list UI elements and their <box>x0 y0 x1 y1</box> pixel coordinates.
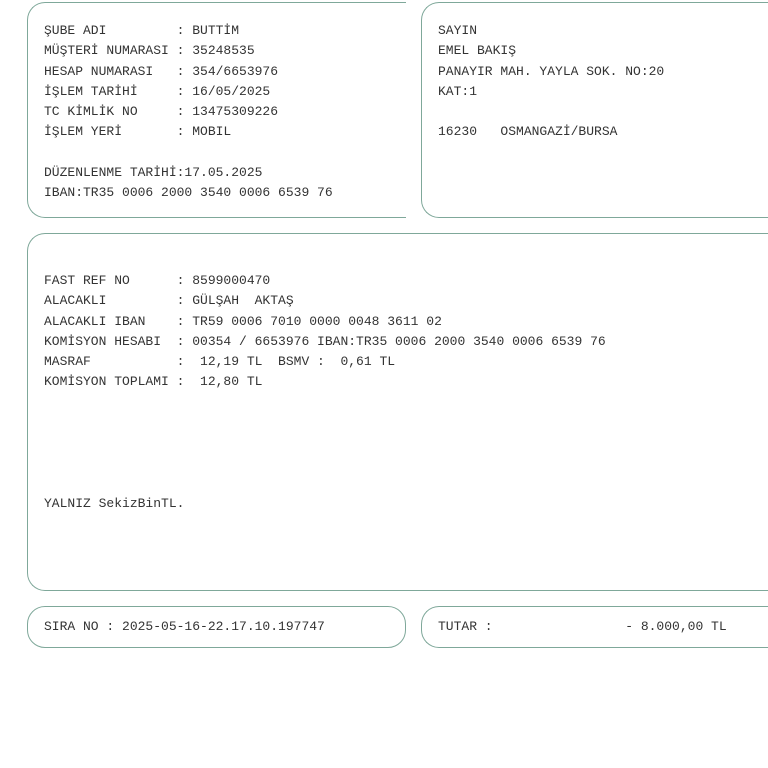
masraf-line: MASRAF : 12,19 TL BSMV : 0,61 TL <box>44 354 396 370</box>
blank-line <box>44 143 333 163</box>
alacakli-iban-line: ALACAKLI IBAN : TR59 0006 7010 0000 0048 3611 02 <box>44 313 442 329</box>
amount-in-words: YALNIZ SekizBinTL. <box>44 496 185 511</box>
account-info-panel <box>27 2 406 218</box>
street-address-line: PANAYIR MAH. YAYLA SOK. NO:20 <box>438 63 665 79</box>
duzenlenme-tarihi-line: DÜZENLENME TARİHİ:17.05.2025 <box>44 165 263 181</box>
recipient-name-line: EMEL BAKIŞ <box>438 43 517 59</box>
tc-kimlik-no-line: TC KİMLİK NO : 13475309226 <box>44 104 279 120</box>
postal-city-line: 16230 OSMANGAZİ/BURSA <box>438 124 618 140</box>
transfer-details-panel <box>27 233 768 591</box>
komisyon-hesabi-line: KOMİSYON HESABI : 00354 / 6653976 IBAN:TR35 0006 2000 3540 0006 6539 76 <box>44 333 606 349</box>
tutar-line: TUTAR : - 8.000,00 TL <box>438 619 727 634</box>
tutar-panel <box>421 606 768 648</box>
salutation-line: SAYIN <box>438 23 478 38</box>
islem-yeri-line: İŞLEM YERİ : MOBIL <box>44 124 232 140</box>
recipient-address-panel <box>421 2 768 218</box>
sira-no-panel <box>27 606 406 648</box>
alacakli-line: ALACAKLI : GÜLŞAH AKTAŞ <box>44 293 294 309</box>
iban-line: IBAN:TR35 0006 2000 3540 0006 6539 76 <box>44 185 333 201</box>
komisyon-toplami-line: KOMİSYON TOPLAMI : 12,80 TL <box>44 374 263 390</box>
floor-line: KAT:1 <box>438 83 478 99</box>
musteri-numarasi-line: MÜŞTERİ NUMARASI : 35248535 <box>44 43 255 59</box>
fast-ref-no-line: FAST REF NO : 8599000470 <box>44 273 271 288</box>
sube-adi-line: ŞUBE ADI : BUTTİM <box>44 23 240 38</box>
blank-line <box>438 102 664 122</box>
islem-tarihi-line: İŞLEM TARİHİ : 16/05/2025 <box>44 83 271 99</box>
hesap-numarasi-line: HESAP NUMARASI : 354/6653976 <box>44 63 279 79</box>
sira-no-line: SIRA NO : 2025-05-16-22.17.10.197747 <box>44 619 325 634</box>
